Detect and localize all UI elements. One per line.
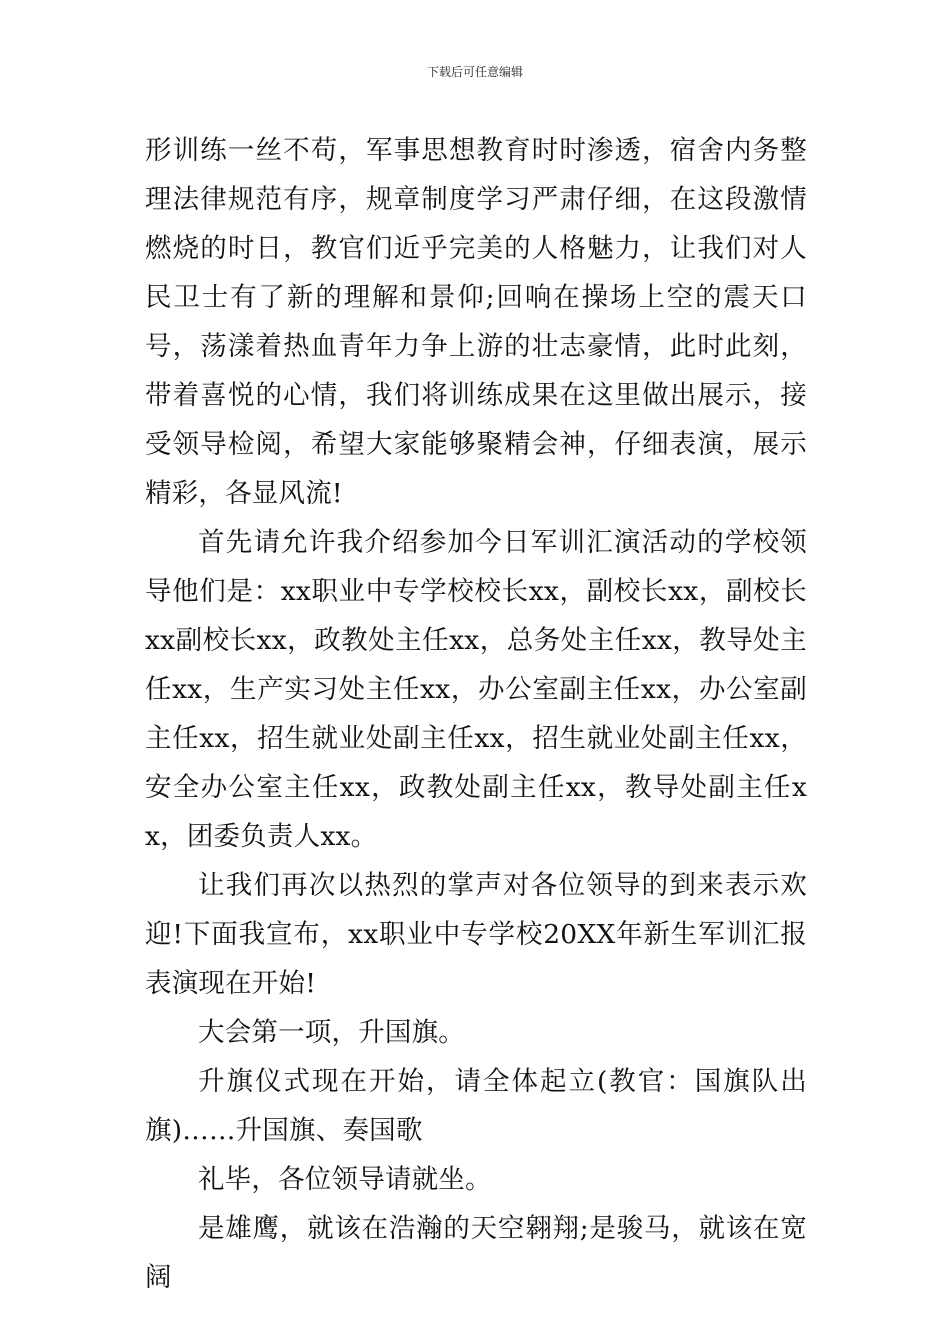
paragraph-4: 大会第一项，升国旗。 <box>198 1017 465 1048</box>
paragraph-5: 升旗仪式现在开始，请全体起立(教官：国旗队出旗)……升国旗、奏国歌 <box>145 1066 807 1146</box>
paragraph-7: 是雄鹰，就该在浩瀚的天空翱翔;是骏马，就该在宽阔 <box>145 1213 807 1293</box>
document-body <box>145 126 807 1302</box>
paragraph-6: 礼毕，各位领导请就坐。 <box>198 1164 492 1195</box>
paragraph-3: 让我们再次以热烈的掌声对各位领导的到来表示欢迎!下面我宣布，xx职业中专学校20XX年新生军训汇报表演现在开始! <box>145 870 807 999</box>
paragraph-2: 首先请允许我介绍参加今日军训汇演活动的学校领导他们是：xx职业中专学校校长xx，副校长xx，副校长xx副校长xx，政教处主任xx，总务处主任xx，教导处主任xx，生产实习处主任xx，办公室副主任xx，办公室副主任xx，招生就业处副主任xx，招生就业处副主任xx，安全办公室主任xx，政教处副主任xx，教导处副主任xx，团委负责人xx。 <box>145 527 807 852</box>
paragraph-1: 形训练一丝不苟，军事思想教育时时渗透，宿舍内务整理法律规范有序，规章制度学习严肃仔细，在这段激情燃烧的时日，教官们近乎完美的人格魅力，让我们对人民卫士有了新的理解和景仰;回响在操场上空的震天口号，荡漾着热血青年力争上游的壮志豪情，此时此刻，带着喜悦的心情，我们将训练成果在这里做出展示，接受领导检阅，希望大家能够聚精会神，仔细表演，展示精彩，各显风流! <box>145 135 807 509</box>
page-header-note: 下载后可任意编辑 <box>426 65 523 79</box>
